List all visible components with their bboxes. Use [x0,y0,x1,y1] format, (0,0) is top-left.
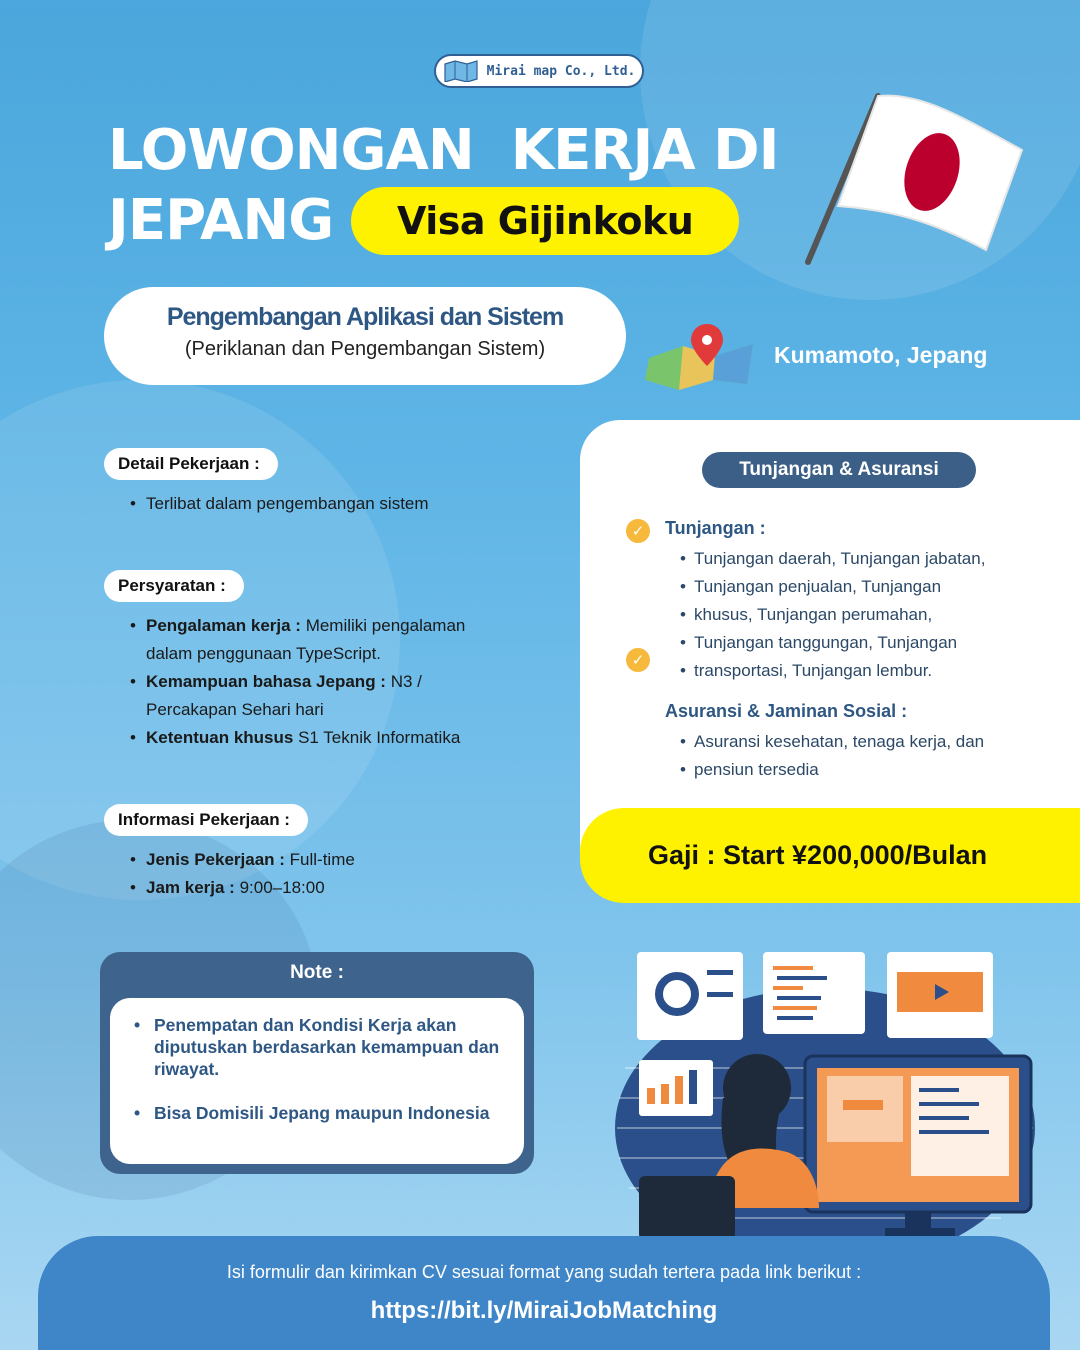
req-value: N3 / [385,672,422,691]
info-label: Informasi Pekerjaan : [104,804,308,836]
info-value: 9:00–18:00 [234,878,325,897]
footer-instruction: Isi formulir dan kirimkan CV sesuai format yang sudah tertera pada link berikut : [226,1262,862,1282]
footer-banner [38,1236,1050,1350]
note-item: • Bisa Domisili Jepang maupun Indonesia [154,1102,504,1124]
list-item [128,874,558,902]
info-key: Jam kerja : [146,878,235,897]
visa-badge: Visa Gijinkoku [351,187,739,255]
req-key: Ketentuan khusus [146,728,294,747]
insurance-line: • Asuransi kesehatan, tenaga kerja, dan [680,728,1060,756]
req-value: S1 Teknik Informatika [293,728,461,747]
req-value: Memiliki pengalaman [300,616,466,635]
map-logo-icon [443,60,479,82]
detail-label: Detail Pekerjaan : [104,448,278,480]
job-subfield: (Periklanan dan Pengembangan Sistem) [184,338,546,360]
insurance-list [680,728,1060,784]
info-key: Jenis Pekerjaan : [146,850,285,869]
info-value: Full-time [284,850,355,869]
company-logo [434,54,644,88]
insurance-heading: Asuransi & Jaminan Sosial : [665,701,908,721]
req-key: Kemampuan bahasa Jepang : [146,672,386,691]
note-list [110,998,524,1164]
benefits-title: Tunjangan & Asuransi [702,452,976,488]
allowance-line: • Tunjangan tanggungan, Tunjangan [680,629,1060,657]
check-icon: ✓ [626,519,650,543]
requirements-label: Persyaratan : [104,570,244,602]
list-item [128,846,558,874]
check-icon: ✓ [626,648,650,672]
allowance-list [680,545,1060,685]
logo-text: Mirai map Co., Ltd. [486,63,636,79]
location-text: Kumamoto, Jepang [774,342,988,368]
title-line-2: JEPANG [108,188,334,253]
detail-list [128,490,568,518]
list-item [128,668,558,724]
allowance-line: • Tunjangan daerah, Tunjangan jabatan, [680,545,1060,573]
list-item [128,612,558,668]
title-line-1: LOWONGAN KERJA DI [108,118,779,183]
allowance-line: • khusus, Tunjangan perumahan, [680,601,1060,629]
allowance-line: • transportasi, Tunjangan lembur. [680,657,1060,685]
japan-flag-icon [800,90,1030,270]
page-title [108,116,778,256]
footer-link[interactable]: https://bit.ly/MiraiJobMatching [370,1297,718,1324]
insurance-line: • pensiun tersedia [680,756,1060,784]
requirements-list [128,612,558,752]
salary-banner: Gaji : Start ¥200,000/Bulan [580,808,1080,903]
note-title: Note : [290,962,344,983]
allowance-heading: Tunjangan : [665,518,766,538]
info-list [128,846,558,902]
job-field-card [104,287,626,385]
allowance-line: • Tunjangan penjualan, Tunjangan [680,573,1060,601]
map-pin-icon [645,322,757,390]
developer-illustration [605,948,1045,1248]
list-item [128,724,558,752]
req-value-cont: dalam penggunaan TypeScript. [146,644,382,663]
req-key: Pengalaman kerja : [146,616,301,635]
note-item: • Penempatan dan Kondisi Kerja akan diputuskan berdasarkan kemampuan dan riwayat. [154,1014,504,1080]
list-item: • Terlibat dalam pengembangan sistem [128,490,568,518]
req-value-cont: Percakapan Sehari hari [146,700,324,719]
job-field: Pengembangan Aplikasi dan Sistem [166,303,564,331]
